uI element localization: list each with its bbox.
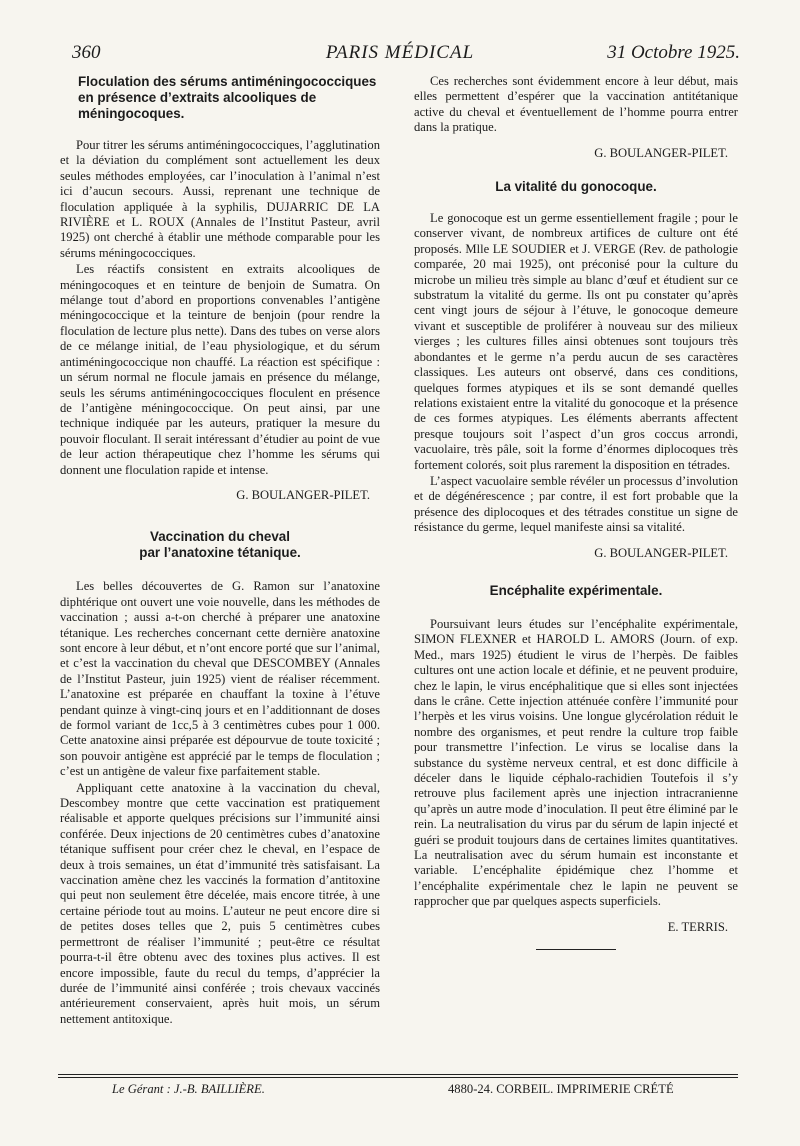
article-title-encephalite: Encéphalite expérimentale. xyxy=(489,582,663,598)
gerant-line: Le Gérant : J.-B. BAILLIÈRE. xyxy=(112,1082,265,1096)
issue-date: 31 Octobre 1925. xyxy=(607,42,740,63)
article-paragraph: L’aspect vacuolaire semble révéler un processus d’involution et de dégénérescence ; par contre, il est fort probable que la présence des diplocoques et des tétrades constitue un signe de résistance du germe, lequel manifeste ainsi sa vitalité. xyxy=(414,473,738,535)
right-column xyxy=(414,74,738,950)
article-paragraph: Poursuivant leurs études sur l’encéphalite expérimentale, SIMON FLEXNER et HAROLD L. AMORS (Journ. of exp. Med., mars 1925) étudient le virus de l’herpès. De faibles cultures ont une action locale et définie, et ne peuvent produire, chez le lapin, le virus encéphalitique que si elles sont injectées dans le crâne. Cette injection atténuée confère l’immunité pour l’herpès et les virus voisins. Une longue glycérolation réduit le nombre des organismes, et peut rendre la culture trop faible pour transmettre l’infection. Le virus se localise dans la substance du système nerveux central, et est donc difficile à déceler dans le liquide céphalo-rachidien Toutefois il s’y retrouve plus facilement après une injection intracranienne qu’après un autre mode d’inoculation. Il peut être éliminé par le rein. La neutralisation du virus par du sérum de lapin injecté et guéri se produit toujours dans de certaines limites quantitatives. La neutralisation avec du sérum humain est inconstante et variable. L’encéphalite épidémique chez l’homme et l’encéphalite expérimentale chez le lapin ne peuvent se rapprocher que par quelques aspects superficiels. xyxy=(414,616,738,909)
page-number: 360 xyxy=(72,42,101,63)
left-column xyxy=(60,74,380,1028)
page-header xyxy=(60,40,740,68)
printer-line: 4880-24. CORBEIL. IMPRIMERIE CRÉTÉ xyxy=(448,1082,674,1096)
article-title-gonocoque: La vitalité du gonocoque. xyxy=(495,179,657,195)
article-title-vaccination-line2: par l’anatoxine tétanique. xyxy=(139,545,301,561)
article-paragraph: Pour titrer les sérums antiméningococciques, l’agglutination et la déviation du complément sont actuellement les deux seules méthodes employées, car l’inoculation à l’animal n’est ici d’aucun secours. Aussi, reprenant une technique de floculation appliquée à la syphilis, DUJARRIC DE LA RIVIÈRE et L. ROUX (Annales de l’Institut Pasteur, avril 1925) ont cherché à établir une méthode comparable pour les sérums méningococciques. xyxy=(60,138,380,260)
article-signature: G. BOULANGER-PILET. xyxy=(594,545,728,560)
end-rule xyxy=(536,949,616,950)
article-title-floculation: Floculation des sérums antiméningococciques en présence d’extraits alcooliques de méningocoques. xyxy=(78,74,377,121)
article-paragraph: Le gonocoque est un germe essentiellement fragile ; pour le conserver vivant, de nombreux artifices de culture ont été proposés. Mlle LE SOUDIER et J. VERGE (Rev. de pathologie comparée, 20 mai 1925), ont préconisé pour la culture du microbe un milieu très simple au blanc d’œuf et étudient sur ce substratum la vitalité du germe. Ils ont pu constater qu’après cent vingt jours de séjour à l’étuve, le gonocoque demeure vivant et susceptible de proliférer à nouveau sur des milieux vierges ; les cultures filles ainsi obtenues sont toujours très abondantes et le germe n’a perdu aucun de ses caractères classiques. Les auteurs ont observé, dans ces conditions, quelques formes atypiques et ils se sont demandé quelles relations existaient entre la vitalité du gonocoque et la présence de ces formes atypiques. Les éléments aberrants affectent presque toujours soit l’aspect d’un gros coccus arrondi, vacuolaire, très pâle, soit la forme d’énormes diplocoques très fortement colorés, soit plus rarement la disposition en tétrades. xyxy=(414,211,738,472)
footer-rule xyxy=(58,1077,738,1078)
article-paragraph: Les réactifs consistent en extraits alcooliques de méningocoques et en teinture de benjoin de Sumatra. On mélange tout d’abord en proportions convenables l’antigène méningococcique et la teinture de benjoin (pour rendre la floculation de lecture plus nette). Dans des tubes on verse alors de ce mélange initial, de l’eau physiologique, et du sérum antiméningococcique non chauffé. La réaction est spécifique : un sérum normal ne flocule jamais en présence du mélange, seuls les sérums antiméningococciques floculent en présence de l’antigène méningococcique. On peut ainsi, par une technique indiquée par les auteurs, pratiquer la mesure du pouvoir floculant. Il serait intéressant d’étudier au point de vue de leur action thérapeutique chez l’homme les sérums qui donnent une floculation rapide et intense. xyxy=(60,262,380,477)
journal-title: PARIS MÉDICAL xyxy=(325,42,475,63)
footer-rule xyxy=(58,1074,738,1075)
article-title-vaccination-line1: Vaccination du cheval xyxy=(150,529,290,545)
article-signature: G. BOULANGER-PILET. xyxy=(236,487,370,502)
article-paragraph: Ces recherches sont évidemment encore à leur début, mais elles permettent d’espérer que la vaccination antitétanique active du cheval et éventuellement de l’homme pourra entrer dans la pratique. xyxy=(414,74,738,135)
article-signature: E. TERRIS. xyxy=(667,919,728,934)
page-footer xyxy=(60,1082,740,1102)
article-paragraph: Les belles découvertes de G. Ramon sur l’anatoxine diphtérique ont ouvert une voie nouvelle, dans les méthodes de vaccination ; aussi a-t-on cherché à préparer une anatoxine tétanique. Les recherches concernant cette dernière anatoxine sont encore à leur début, et n’ont encore porté que sur l’animal, et c’est la vaccination du cheval que DESCOMBEY (Annales de l’Institut Pasteur, juin 1925) vient de réaliser récemment. L’anatoxine est préparée en chauffant la toxine à l’étuve pendant quinze à vingt-cinq jours et en l’additionnant de doses de formol variant de 1cc,5 à 3 centimètres cubes pour 1 000. Cette anatoxine ainsi préparée est dépourvue de toute toxicité ; son pouvoir antigène est apprécié par le temps de floculation ; c’est un antigène de valeur fixe parfaitement stable. xyxy=(60,579,380,779)
article-signature: G. BOULANGER-PILET. xyxy=(594,145,728,160)
article-paragraph: Appliquant cette anatoxine à la vaccination du cheval, Descombey montre que cette vaccination est pratiquement réalisable et apporte quelques précisions sur l’immunité ainsi conférée. Deux injections de 20 centimètres cubes d’anatoxine tétanique suffisent pour créer chez le cheval, en l’espace de deux à trois semaines, un état d’immunité très satisfaisant. La vaccination amène chez les vaccinés la formation d’antitoxine qui peut non seulement être décelée, mais encore titrée, à une certaine période tout au moins. L’auteur ne peut encore dire si de petites doses telles que 2, puis 5 centimètres cubes permettront de réaliser l’immunité ; peut-être ce résultat pourra-t-il être obtenu avec des toxines plus actives. Il est encore impossible, faute du recul du temps, d’apprécier la durée de l’immunité ainsi conférée ; trois chevaux vaccinés antérieurement conservaient, après huit mois, un sérum nettement antitoxique. xyxy=(60,780,380,1026)
